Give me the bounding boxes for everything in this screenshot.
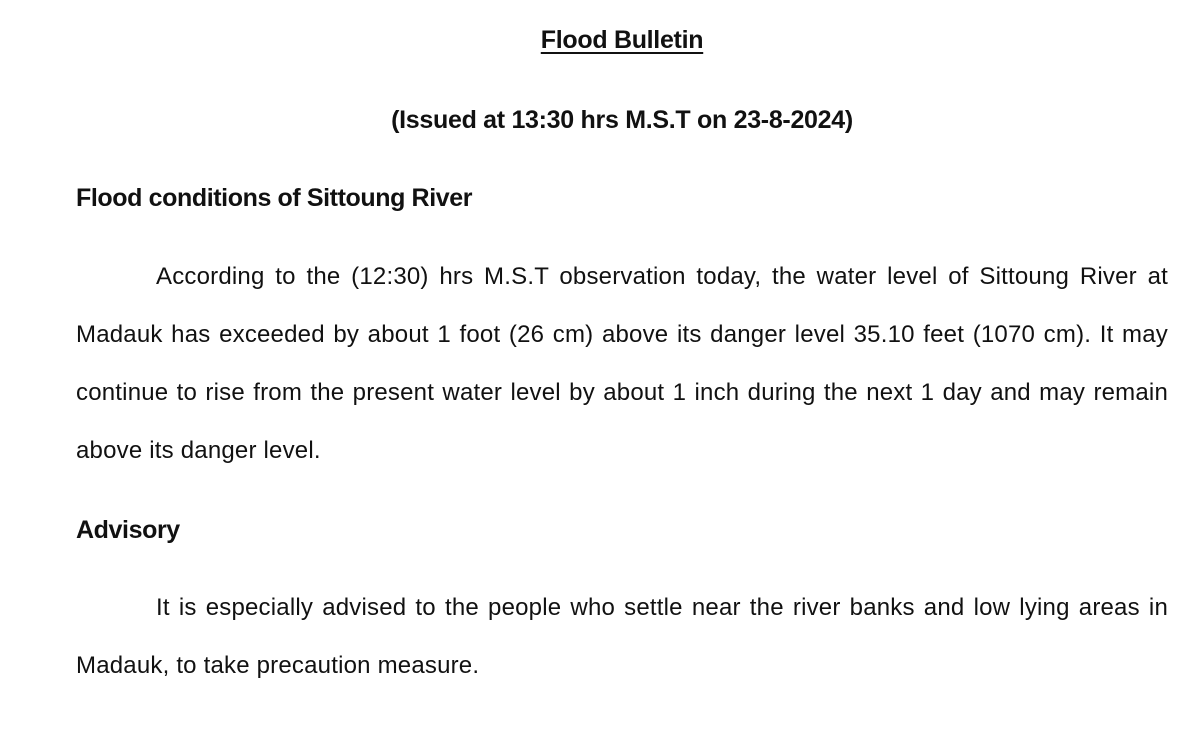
- section-heading-flood-conditions: Flood conditions of Sittoung River: [76, 184, 473, 212]
- advisory-paragraph: It is especially advised to the people who settle near the river banks and low lying areas in Madauk, to take precaution measure.: [76, 594, 1168, 679]
- section-heading-advisory: Advisory: [76, 516, 180, 544]
- bulletin-title: Flood Bulletin: [540, 26, 704, 54]
- flood-conditions-paragraph: According to the (12:30) hrs M.S.T observation today, the water level of Sittoung River at Madauk has exceeded by about 1 foot (26 cm) above its danger level 35.10 feet (1070 cm). It may continue to rise from the present water level by about 1 inch during the next 1 day and may remain above its danger level.: [76, 263, 1168, 464]
- issued-timestamp: (Issued at 13:30 hrs M.S.T on 23-8-2024): [391, 106, 853, 134]
